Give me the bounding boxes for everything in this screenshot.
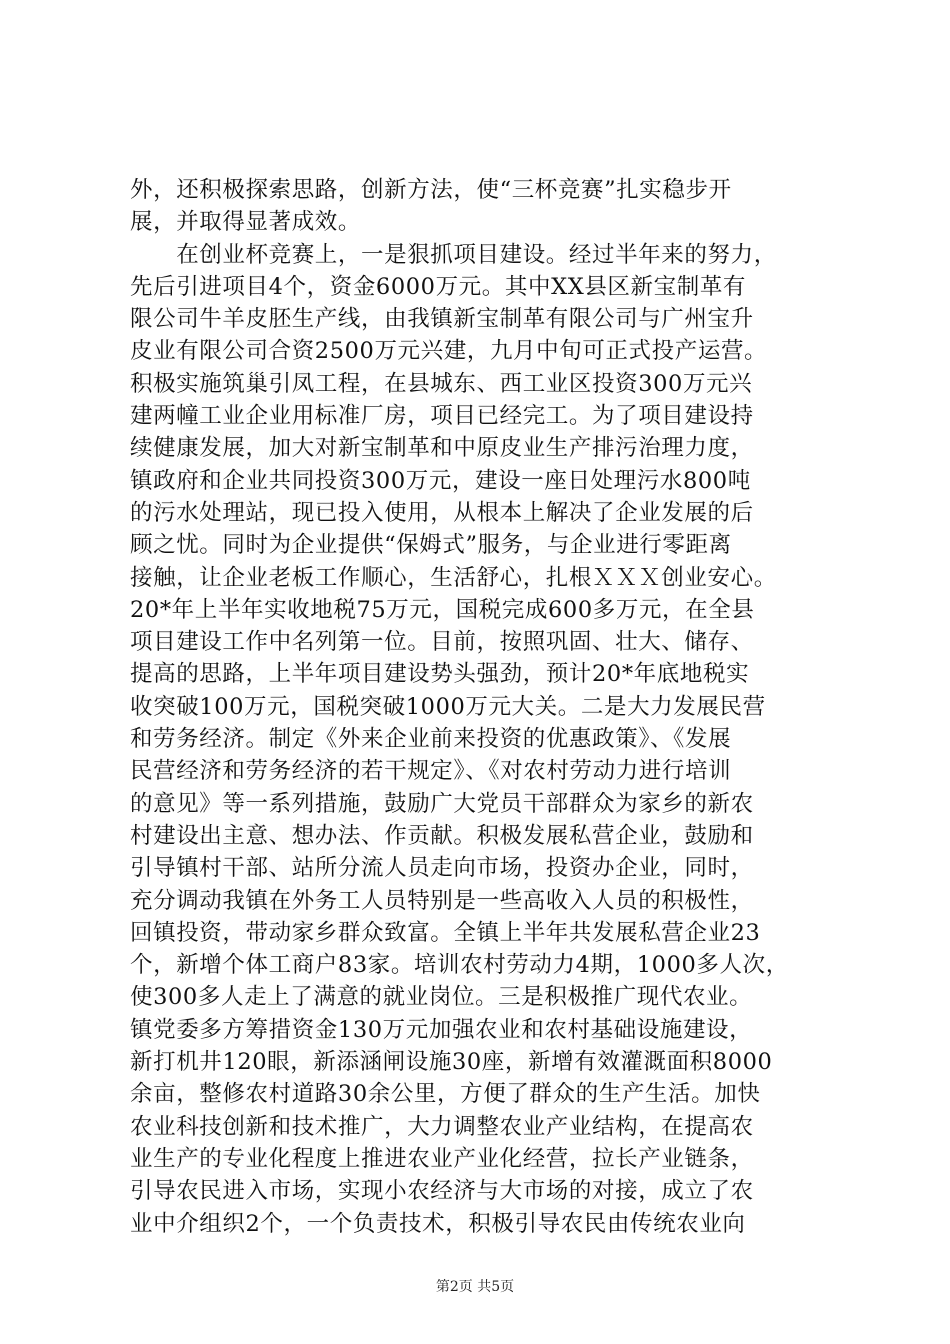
text-line: 限公司牛羊皮胚生产线，由我镇新宝制革有限公司与广州宝升	[130, 306, 754, 333]
text-line: 镇政府和企业共同投资300万元，建设一座日处理污水800吨	[130, 467, 751, 494]
text-line: 续健康发展，加大对新宝制革和中原皮业生产排污治理力度，	[130, 435, 754, 462]
text-line: 民营经济和劳务经济的若干规定》、《对农村劳动力进行培训	[130, 758, 732, 785]
text-line: 新打机井120眼，新添涵闸设施30座，新增有效灌溉面积8000	[130, 1049, 773, 1076]
text-line: 引导镇村干部、站所分流人员走向市场，投资办企业，同时，	[130, 855, 754, 882]
text-line: 接触，让企业老板工作顺心，生活舒心，扎根ＸＸＸ创业安心。	[130, 564, 777, 591]
text-line: 的意见》等一系列措施，鼓励广大党员干部群众为家乡的新农	[130, 790, 754, 817]
text-line: 提高的思路，上半年项目建设势头强劲，预计20*年底地税实	[130, 661, 750, 688]
text-line: 充分调动我镇在外务工人员特别是一些高收入人员的积极性，	[130, 887, 754, 914]
text-line: 展，并取得显著成效。	[130, 209, 362, 236]
page-footer: 第2页 共5页	[435, 1279, 515, 1295]
text-line: 外，还积极探索思路，创新方法，使“三杯竞赛”扎实稳步开	[130, 177, 732, 203]
text-line: 先后引进项目4个，资金6000万元。其中XX县区新宝制革有	[130, 273, 747, 300]
text-line: 余亩，整修农村道路30余公里，方便了群众的生产生活。加快	[130, 1081, 761, 1108]
text-line: 建两幢工业企业用标准厂房，项目已经完工。为了项目建设持	[130, 403, 754, 430]
body-text	[130, 174, 830, 1240]
text-line: 和劳务经济。制定《外来企业前来投资的优惠政策》、《发展	[130, 726, 732, 753]
text-line: 积极实施筑巢引凤工程，在县城东、西工业区投资300万元兴	[130, 370, 753, 397]
text-line: 农业科技创新和技术推广，大力调整农业产业结构，在提高农	[130, 1113, 754, 1140]
text-line: 收突破100万元，国税突破1000万元大关。二是大力发展民营	[130, 693, 766, 720]
text-line: 项目建设工作中名列第一位。目前，按照巩固、壮大、储存、	[130, 629, 754, 656]
text-line: 村建设出主意、想办法、作贡献。积极发展私营企业，鼓励和	[130, 822, 754, 849]
text-line: 引导农民进入市场，实现小农经济与大市场的对接，成立了农	[130, 1178, 754, 1205]
text-line: 个，新增个体工商户83家。培训农村劳动力4期，1000多人次，	[130, 952, 789, 979]
text-line: 回镇投资，带动家乡群众致富。全镇上半年共发展私营企业23	[130, 919, 761, 946]
text-line: 顾之忧。同时为企业提供“保姆式”服务，与企业进行零距离	[130, 532, 732, 559]
text-line: 业生产的专业化程度上推进农业产业化经营，拉长产业链条，	[130, 1145, 754, 1172]
text-line: 在创业杯竞赛上，一是狠抓项目建设。经过半年来的努力，	[130, 241, 777, 268]
text-line: 的污水处理站，现已投入使用，从根本上解决了企业发展的后	[130, 499, 754, 526]
text-line: 镇党委多方筹措资金130万元加强农业和农村基础设施建设，	[130, 1016, 753, 1043]
text-line: 使300多人走上了满意的就业岗位。三是积极推广现代农业。	[130, 984, 753, 1011]
text-line: 业中介组织2个，一个负责技术，积极引导农民由传统农业向	[130, 1210, 746, 1237]
text-line: 20*年上半年实收地税75万元，国税完成600多万元，在全县	[130, 596, 755, 623]
text-line: 皮业有限公司合资2500万元兴建，九月中旬可正式投产运营。	[130, 338, 768, 365]
